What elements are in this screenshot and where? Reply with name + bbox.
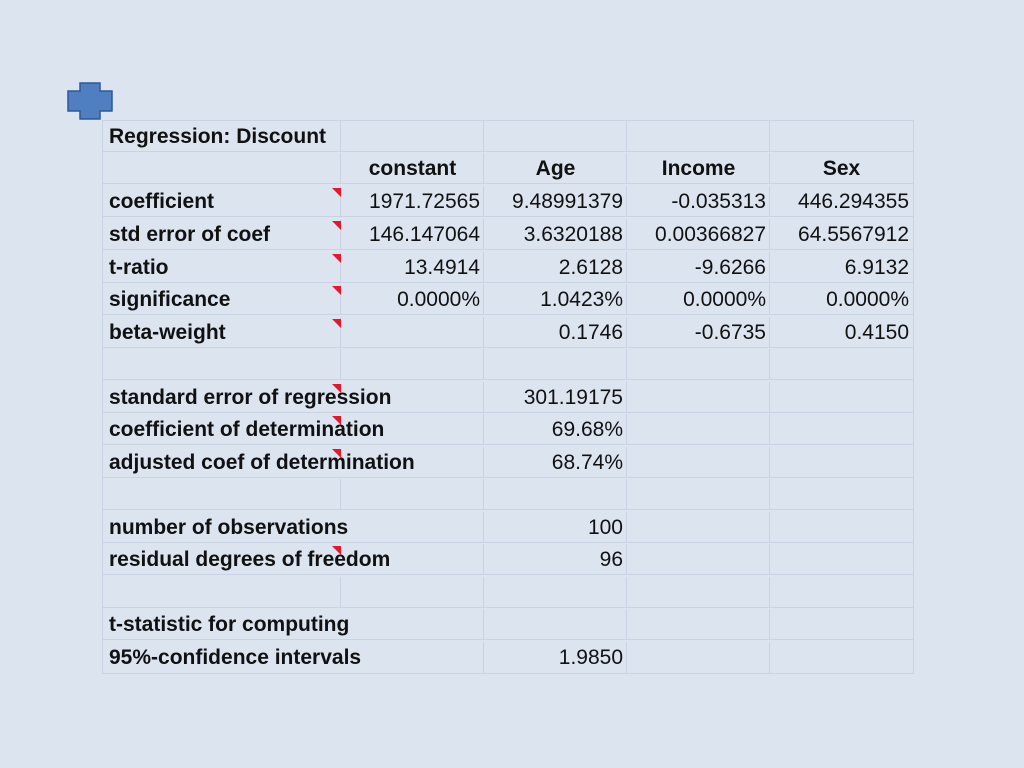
column-header-age: Age: [535, 157, 576, 180]
summary-label: coefficient of determination: [109, 418, 385, 441]
cell[interactable]: [484, 349, 627, 380]
spreadsheet-table: [102, 120, 914, 674]
column-header-constant: constant: [368, 157, 457, 180]
tstat-value: 1.9850: [558, 646, 623, 669]
cell[interactable]: [770, 609, 913, 640]
table-row: [103, 317, 913, 349]
cell[interactable]: [770, 512, 913, 543]
column-header-sex: Sex: [822, 157, 861, 180]
cell[interactable]: [627, 609, 770, 640]
cell[interactable]: [627, 447, 770, 478]
cell[interactable]: [341, 577, 484, 608]
cell[interactable]: [484, 577, 627, 608]
cell[interactable]: [341, 349, 484, 380]
table-title: Regression: Discount: [109, 125, 327, 148]
cell-value: 0.4150: [844, 321, 909, 344]
cell-value: 446.294355: [798, 190, 909, 213]
cell-value: 3.6320188: [523, 223, 623, 246]
cell[interactable]: [103, 349, 341, 380]
cell-value: 1.0423%: [540, 288, 623, 311]
cell[interactable]: [484, 479, 627, 510]
cell[interactable]: [627, 577, 770, 608]
cell[interactable]: [103, 577, 341, 608]
cell-value: 6.9132: [844, 256, 909, 279]
cell-value: 13.4914: [404, 256, 480, 279]
cell[interactable]: [770, 382, 913, 413]
comment-indicator-icon[interactable]: [332, 546, 341, 555]
comment-indicator-icon[interactable]: [332, 449, 341, 458]
row-label: std error of coef: [109, 223, 271, 246]
cell[interactable]: [770, 414, 913, 445]
comment-indicator-icon[interactable]: [332, 188, 341, 197]
cell-value: 64.5567912: [798, 223, 909, 246]
summary-value: 69.68%: [551, 418, 623, 441]
tstat-label: 95%-confidence intervals: [109, 646, 362, 669]
summary-label: standard error of regression: [109, 386, 392, 409]
summary-value: 301.19175: [523, 386, 623, 409]
table-row-empty: [103, 349, 913, 381]
cell[interactable]: [627, 349, 770, 380]
cell[interactable]: [770, 447, 913, 478]
cell-value: [341, 317, 480, 348]
cell[interactable]: [770, 577, 913, 608]
observations-label: number of observations: [109, 516, 349, 539]
cell[interactable]: [770, 479, 913, 510]
cell[interactable]: [341, 479, 484, 510]
row-label: t-ratio: [109, 256, 169, 279]
table-row: [103, 252, 913, 284]
table-row: [103, 414, 913, 446]
table-row-empty: [103, 479, 913, 511]
table-row: [103, 284, 913, 316]
cell[interactable]: [770, 349, 913, 380]
cell[interactable]: [627, 512, 770, 543]
table-row: [103, 609, 913, 641]
cell-value: 146.147064: [369, 223, 480, 246]
cell[interactable]: [484, 609, 627, 640]
cell[interactable]: [627, 414, 770, 445]
comment-indicator-icon[interactable]: [332, 286, 341, 295]
cell[interactable]: [103, 479, 341, 510]
cell-value: 9.48991379: [512, 190, 623, 213]
plus-shape-icon[interactable]: [66, 82, 114, 120]
table-row: [103, 512, 913, 544]
column-header-income: Income: [661, 157, 736, 180]
cell-value: -9.6266: [694, 256, 766, 279]
summary-label: adjusted coef of determination: [109, 451, 415, 474]
row-label: coefficient: [109, 190, 215, 213]
table-row-empty: [103, 577, 913, 609]
cell-value: 0.0000%: [397, 288, 480, 311]
table-row: [103, 121, 913, 153]
row-label: beta-weight: [109, 321, 226, 344]
cell-value: -0.6735: [694, 321, 766, 344]
table-row: [103, 642, 913, 674]
cell[interactable]: [770, 544, 913, 575]
cell-value: 1971.72565: [369, 190, 480, 213]
tstat-label: t-statistic for computing: [109, 613, 350, 636]
cell[interactable]: [627, 544, 770, 575]
cell[interactable]: [484, 121, 627, 152]
cell[interactable]: [770, 121, 913, 152]
cell-value: 0.1746: [558, 321, 623, 344]
table-row: [103, 382, 913, 414]
table-row: [103, 186, 913, 218]
table-row: [103, 447, 913, 479]
cell-value: -0.035313: [671, 190, 766, 213]
observations-value: 100: [587, 516, 623, 539]
observations-label: residual degrees of freedom: [109, 548, 391, 571]
comment-indicator-icon[interactable]: [332, 319, 341, 328]
cell-value: 0.0000%: [683, 288, 766, 311]
cell-value: 0.0000%: [826, 288, 909, 311]
observations-value: 96: [599, 548, 623, 571]
comment-indicator-icon[interactable]: [332, 416, 341, 425]
header-row: [103, 153, 913, 185]
table-row: [103, 219, 913, 251]
cell[interactable]: [627, 479, 770, 510]
cell[interactable]: [627, 121, 770, 152]
cell-value: 2.6128: [558, 256, 623, 279]
summary-value: 68.74%: [551, 451, 623, 474]
cell[interactable]: [770, 642, 913, 673]
cell[interactable]: [341, 121, 484, 152]
cell[interactable]: [627, 642, 770, 673]
cell[interactable]: [103, 153, 341, 184]
comment-indicator-icon[interactable]: [332, 254, 341, 263]
row-label: significance: [109, 288, 231, 311]
comment-indicator-icon[interactable]: [332, 384, 341, 393]
table-row: [103, 544, 913, 576]
comment-indicator-icon[interactable]: [332, 221, 341, 230]
cell[interactable]: [627, 382, 770, 413]
cell-value: 0.00366827: [655, 223, 766, 246]
